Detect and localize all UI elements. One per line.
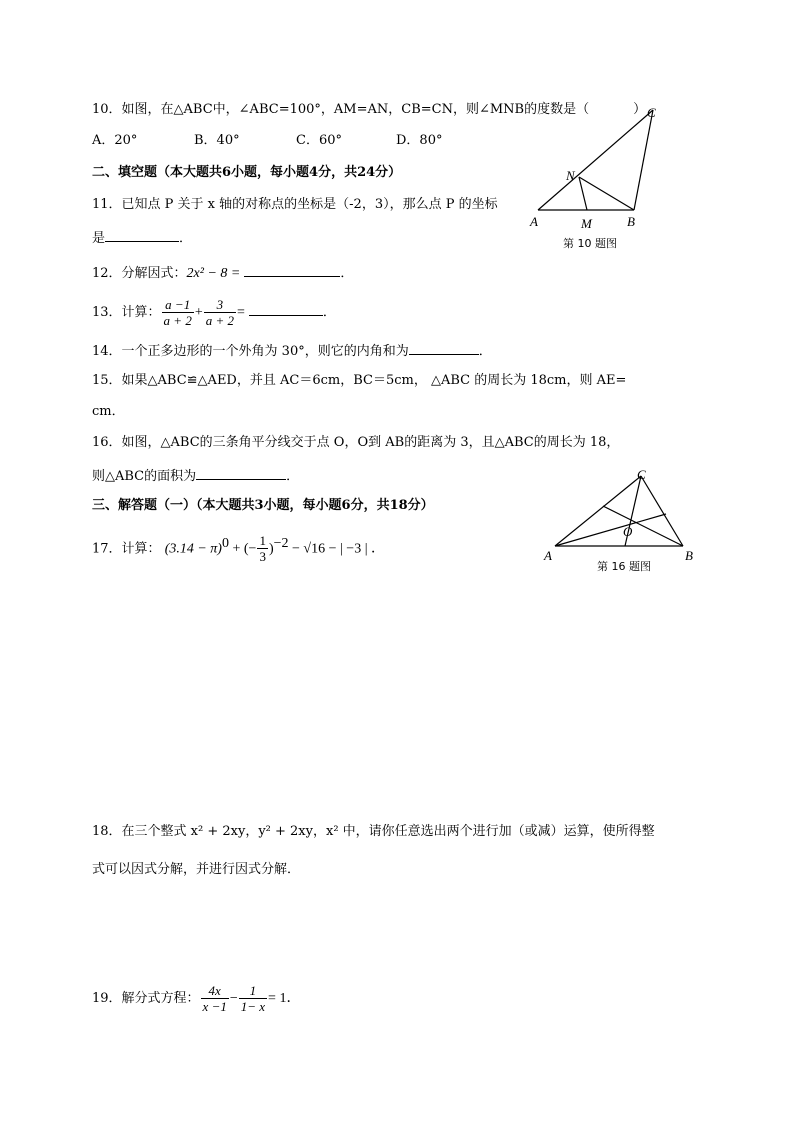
q11-answer-blank[interactable] [105,227,179,242]
fig16-caption: 第 16 题图 [597,560,651,573]
fig10-segment-bc [634,110,653,210]
q18-line2: 式可以因式分解，并进行因式分解． [92,862,301,877]
fig10-segment-ac [538,110,653,210]
q19-label: 19．解分式方程： [92,991,200,1006]
fig16-label-a: A [544,548,552,563]
q17-frac-denominator: 3 [259,549,266,565]
q13-frac1-numerator: a −1 [162,297,194,313]
q13-frac1-denominator: a + 2 [163,313,192,328]
q13-plus: + [194,305,203,320]
q12-label: 12．分解因式： [92,266,187,281]
q17-term-c: − √16 − | −3 | ． [288,541,385,557]
section2-heading: 二、填空题（本大题共6小题，每小题4分，共24分） [92,165,402,180]
section3-heading: 三、解答题（一）（本大题共3小题，每小题6分，共18分） [92,498,434,513]
q15-line1: 15．如果△ABC≌△AED，并且 AC＝6cm，BC＝5cm， △ABC 的周长为 18cm，则 AE= [92,373,627,388]
q13-equals: = [237,305,245,320]
q11-line2: 是 ． [92,227,192,249]
q12-expression: 2x² − 8 = [186,266,241,281]
q10-option-a: A．20° [92,133,138,148]
q16-line2-text: 则△ABC的面积为 [92,469,197,484]
q13-frac2-numerator: 3 [204,297,236,313]
fig16-bisector-a [555,514,666,546]
q16-line1: 16．如图，△ABC的三条角平分线交于点 O，O到 AB的距离为 3，且△ABC的周长为 18， [92,435,620,450]
q10-stem-text: 10．如图，在△ABC中，∠ABC=100°，AM=AN，CB=CN，则∠MNB的度数是（ [92,102,590,117]
q19 [92,983,300,1015]
q14: 14．一个正多边形的一个外角为 30°，则它的内角和为 ． [92,340,492,362]
q11-line2-text: 是 [92,231,106,246]
q17: 17．计算： $(3.14 - \pi)^0$ + (− $\frac{1}{3}$ )$^{-2}$ − √16 − | −3 | ． [92,533,385,565]
fig16-label-c: C [637,467,646,482]
q17-frac-numerator: 1 [259,533,266,549]
fig10-label-m: M [581,216,592,231]
q11-line1: 11．已知点 P 关于 x 轴的对称点的坐标是（-2，3），那么点 P 的坐标 [92,197,498,212]
q13: 13．计算： $\frac{a -1}{a + 2}$ + $\frac{3}{a + 2}$ = ． [92,297,336,328]
q17-label: 17．计算： [92,541,161,557]
q12: 12．分解因式：2x² − 8 = ． [92,262,353,284]
fig10-label-c: C [647,105,656,120]
fig16-label-b: B [685,548,693,563]
q17-fraction [257,533,268,564]
fig16-label-o: O [623,524,633,539]
q13-label: 13．计算： [92,305,161,320]
q13-fraction-1 [162,297,194,328]
q19-minus: − [229,991,238,1006]
figure-16 [537,466,707,576]
fig10-label-a: A [530,214,538,229]
q12-answer-blank[interactable] [244,262,340,277]
fig10-segment-nb [579,177,634,210]
q19-fraction-2 [239,983,267,1014]
q16-line2: 则△ABC的面积为 ． [92,465,299,487]
q13-fraction-2 [204,297,236,328]
q14-answer-blank[interactable] [409,340,479,355]
q17-term-a: (3.14 − π) [164,541,222,557]
q17-exponent-neg2: −2 [273,536,289,551]
q19-frac1-numerator: 4x [201,983,229,999]
q10-close-paren: ） [633,102,647,117]
q10-options [92,131,442,151]
q17-term-b: + (− [228,541,257,557]
q10-option-b: B．40° [194,133,240,148]
q14-text: 14．一个正多边形的一个外角为 30°，则它的内角和为 [92,344,409,359]
q19-frac2-numerator: 1 [239,983,267,999]
q13-answer-blank[interactable] [249,301,323,316]
q18-line1: 18．在三个整式 x² + 2xy，y² + 2xy，x² 中，请你任意选出两个进行加（或减）运算，使所得整 [92,824,655,839]
fig10-segment-nm [579,177,587,210]
q17-exponent-0: 0 [221,536,229,551]
q19-frac1-denominator: x −1 [202,999,227,1014]
fig10-label-n: N [566,168,575,183]
q19-fraction-1 [201,983,229,1014]
q19-tail: = 1． [268,991,301,1006]
q15-line2: cm． [92,404,125,419]
q16-answer-blank[interactable] [196,465,286,480]
q19-frac2-denominator: 1− x [240,999,266,1014]
q10-option-c: C．60° [296,133,342,148]
fig10-label-b: B [627,214,635,229]
q10-option-d: D．80° [396,133,443,148]
figure-10 [526,100,676,256]
q13-frac2-denominator: a + 2 [205,313,235,328]
fig10-caption: 第 10 题图 [563,237,617,250]
